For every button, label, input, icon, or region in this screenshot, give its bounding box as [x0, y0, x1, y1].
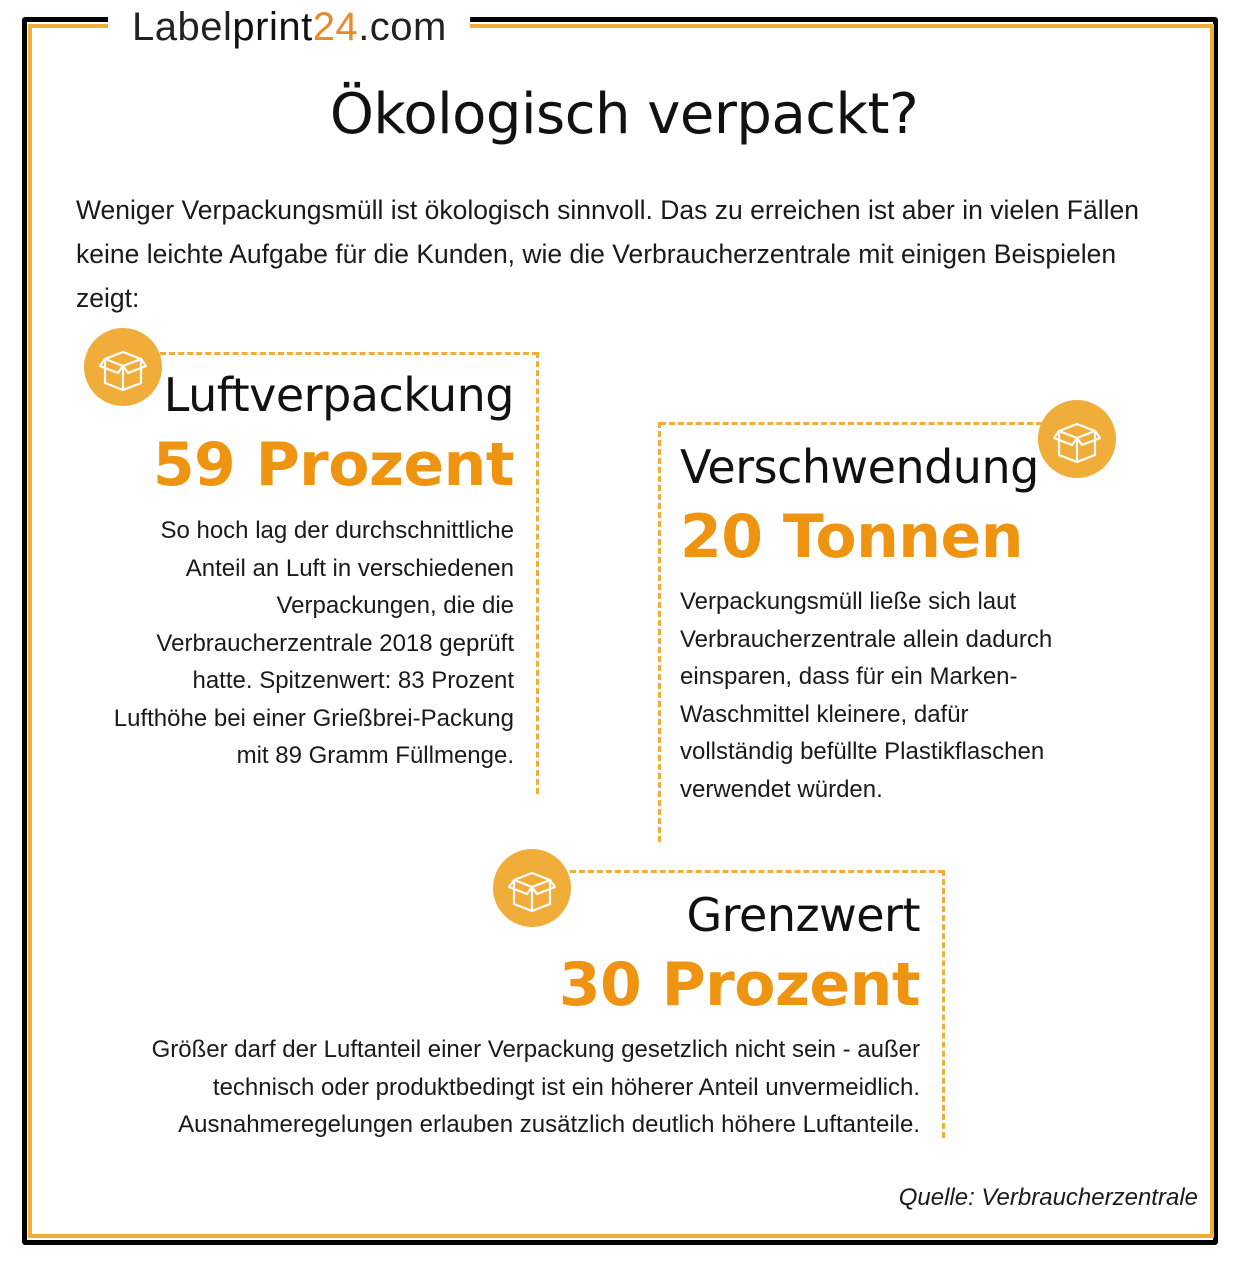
card3-stat: 30 Prozent [558, 950, 920, 1020]
card2-top-border [660, 422, 1042, 425]
card1-line: Anteil an Luft in verschiedenen [185, 554, 514, 582]
logo-part-label: Label [132, 5, 233, 49]
card1-line: Verpackungen, die die [276, 592, 514, 619]
card2-left-border [658, 422, 661, 842]
logo-part-print: print [232, 5, 313, 49]
card1-line: Lufthöhe bei einer Grießbrei-Packung [113, 704, 514, 732]
logo-part-24: 24 [312, 5, 359, 49]
card2-badge [1038, 400, 1116, 478]
card2-line: verwendet würden. [680, 775, 883, 803]
box-icon [504, 860, 560, 916]
card3-heading: Grenzwert [686, 888, 920, 942]
card3-badge [493, 849, 571, 927]
card1-heading: Luftverpackung [163, 368, 514, 422]
card3-line: Ausnahmeregelungen erlauben zusätzlich deutlich höhere Luftanteile. [178, 1111, 920, 1138]
intro-paragraph: Weniger Verpackungsmüll ist ökologisch sinnvoll. Das zu erreichen ist aber in vielen Fällen keine leichte Aufgabe für die Kunden, wie die Verbraucherzentrale mit einigen Beispielen zeigt: [76, 195, 1139, 313]
card3-description [60, 1031, 920, 1144]
page-title: Ökologisch verpackt? [329, 82, 919, 147]
logo-part-domain: .com [358, 5, 447, 49]
card1-line: hatte. Spitzenwert: 83 Prozent [192, 667, 514, 694]
card1-line: Verbraucherzentrale 2018 geprüft [156, 629, 514, 657]
card1-badge [84, 328, 162, 406]
card2-line: vollständig befüllte Plastikflaschen [680, 738, 1045, 765]
card2-line: Verbraucherzentrale allein dadurch [680, 625, 1053, 653]
card3-right-border [942, 870, 945, 1138]
card1-line: So hoch lag der durchschnittliche [160, 517, 514, 544]
card2-heading: Verschwendung [680, 440, 1039, 494]
card2-description [680, 583, 1140, 808]
box-icon [1049, 411, 1105, 467]
card2-stat: 20 Tonnen [680, 502, 1023, 572]
card2-line: einsparen, dass für ein Marken- [680, 663, 1018, 690]
card3-top-border [570, 870, 944, 873]
card1-right-border [536, 352, 539, 794]
card1-line: mit 89 Gramm Füllmenge. [236, 742, 514, 769]
card3-line: technisch oder produktbedingt ist ein höherer Anteil unvermeidlich. [212, 1073, 920, 1101]
card1-description [54, 512, 514, 775]
source-citation: Quelle: Verbraucherzentrale [898, 1184, 1198, 1211]
card2-line: Waschmittel kleinere, dafür [680, 700, 969, 728]
card2-line: Verpackungsmüll ließe sich laut [680, 588, 1017, 615]
card1-top-border [160, 352, 538, 355]
brand-logo [132, 2, 447, 53]
card3-line: Größer darf der Luftanteil einer Verpackung gesetzlich nicht sein - außer [151, 1036, 920, 1063]
box-icon [95, 339, 151, 395]
card1-stat: 59 Prozent [152, 430, 514, 500]
